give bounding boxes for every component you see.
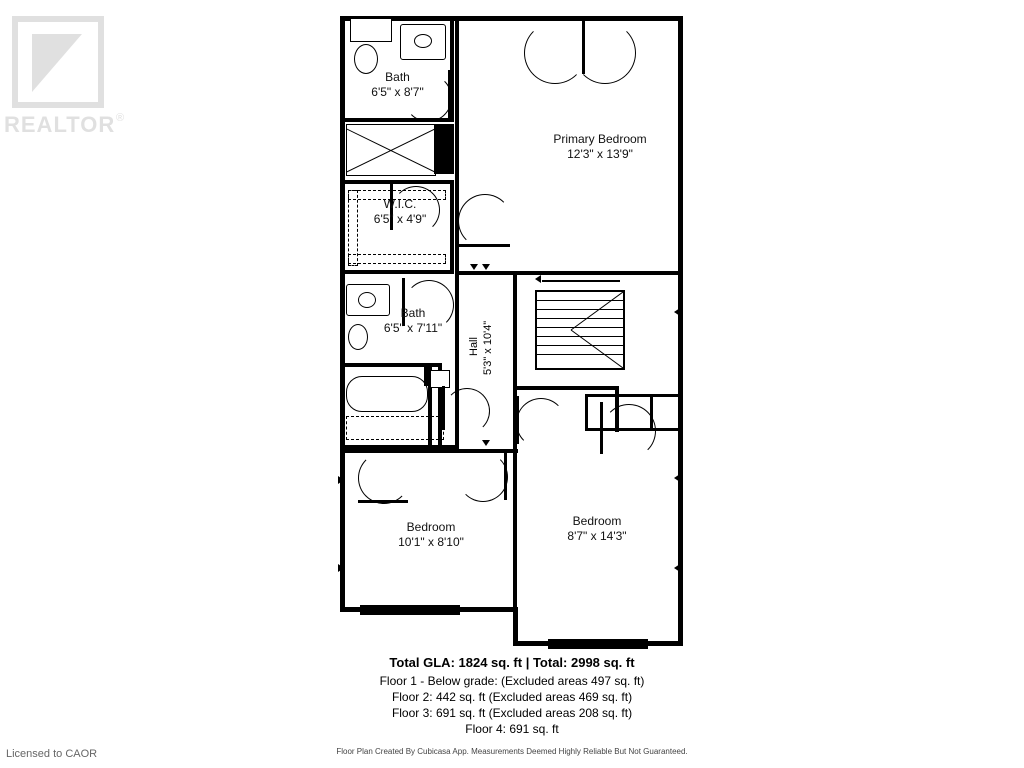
door-panel	[582, 20, 585, 74]
room-label-primary-bedroom: Primary Bedroom 12'3" x 13'9"	[553, 132, 647, 161]
opening-arrow-icon	[674, 564, 680, 572]
opening-arrow-icon	[482, 440, 490, 446]
stair-direction-arrow-icon	[535, 275, 541, 283]
floor-plan-drawing	[330, 8, 700, 648]
wall	[513, 449, 517, 609]
door-swing	[358, 452, 410, 504]
stair-direction-line	[542, 280, 620, 282]
wall	[459, 271, 683, 275]
floor-2-line: Floor 2: 442 sq. ft (Excluded areas 469 sq. ft)	[391, 690, 633, 704]
room-label-bath-lower: Bath 6'5" x 7'11"	[383, 306, 443, 335]
room-label-hall: Hall	[468, 337, 480, 357]
floor-area-summary	[0, 655, 1024, 756]
opening-arrow-icon	[482, 264, 490, 270]
window-mullion	[408, 605, 411, 615]
opening-arrow-icon	[338, 564, 344, 572]
closet-shelf	[348, 254, 446, 264]
wall	[340, 16, 345, 274]
floor-4-line: Floor 4: 691 sq. ft	[465, 722, 559, 736]
opening-arrow-icon	[338, 476, 344, 484]
wall	[585, 394, 683, 397]
room-label-hall-dimensions: 5'3" x 10'4"	[482, 320, 494, 376]
wall	[340, 274, 345, 612]
door-panel	[516, 396, 519, 444]
wall	[515, 16, 683, 21]
door-panel	[600, 402, 603, 454]
total-gla-line: Total GLA: 1824 sq. ft | Total: 2998 sq. ft	[389, 655, 635, 670]
opening-arrow-icon	[470, 264, 478, 270]
license-footer: Licensed to CAOR	[6, 748, 98, 760]
wall	[450, 183, 454, 273]
door-swing	[602, 404, 656, 458]
door-panel	[448, 70, 451, 118]
door-panel	[504, 452, 507, 500]
floor-3-line: Floor 3: 691 sq. ft (Excluded areas 208 sq. ft)	[391, 706, 633, 720]
opening-arrow-icon	[674, 308, 680, 316]
linen-closet	[430, 370, 450, 388]
wall	[434, 124, 454, 174]
room-label-bedroom-left: Bedroom 10'1" x 8'10"	[398, 520, 464, 549]
wall	[678, 396, 683, 646]
door-panel	[358, 500, 408, 503]
door-swing	[516, 398, 566, 448]
window-mullion	[596, 639, 599, 649]
door-swing	[458, 194, 512, 248]
wall	[468, 16, 515, 21]
bathtub-fixture	[350, 18, 392, 42]
floor-1-line: Floor 1 - Below grade: (Excluded areas 497 sq. ft)	[379, 674, 645, 688]
registered-trademark-icon: ®	[116, 112, 125, 124]
wall	[455, 118, 459, 278]
wall	[340, 449, 518, 453]
wall	[340, 180, 454, 184]
wall	[340, 270, 454, 274]
shower-fixture	[346, 124, 436, 176]
room-label-bath-upper: Bath 6'5" x 8'7"	[371, 70, 424, 99]
wall	[455, 16, 459, 121]
realtor-wordmark: REALTOR	[4, 112, 116, 137]
wall	[424, 366, 428, 386]
door-swing	[444, 388, 490, 434]
wall	[678, 16, 683, 396]
door-panel	[458, 244, 510, 247]
opening-arrow-icon	[674, 474, 680, 482]
wall	[517, 386, 617, 390]
realtor-watermark	[4, 16, 184, 136]
door-swing	[458, 452, 508, 502]
room-label-bedroom-right: Bedroom 8'7" x 14'3"	[567, 514, 627, 543]
wall	[513, 275, 517, 385]
realtor-logo-icon	[12, 16, 104, 108]
closet-shelf	[346, 416, 444, 440]
floor-plan-credit: Floor Plan Created By Cubicasa App. Measurements Deemed Highly Reliable But Not Guaranteed.	[336, 747, 688, 756]
wall	[513, 607, 518, 646]
door-panel	[442, 386, 445, 430]
room-label-wic: W.I.C. 6'5" x 4'9"	[373, 197, 427, 226]
wall	[585, 394, 588, 430]
bathtub-fixture	[346, 376, 428, 412]
staircase	[535, 290, 625, 370]
sink-basin-icon	[414, 34, 432, 48]
